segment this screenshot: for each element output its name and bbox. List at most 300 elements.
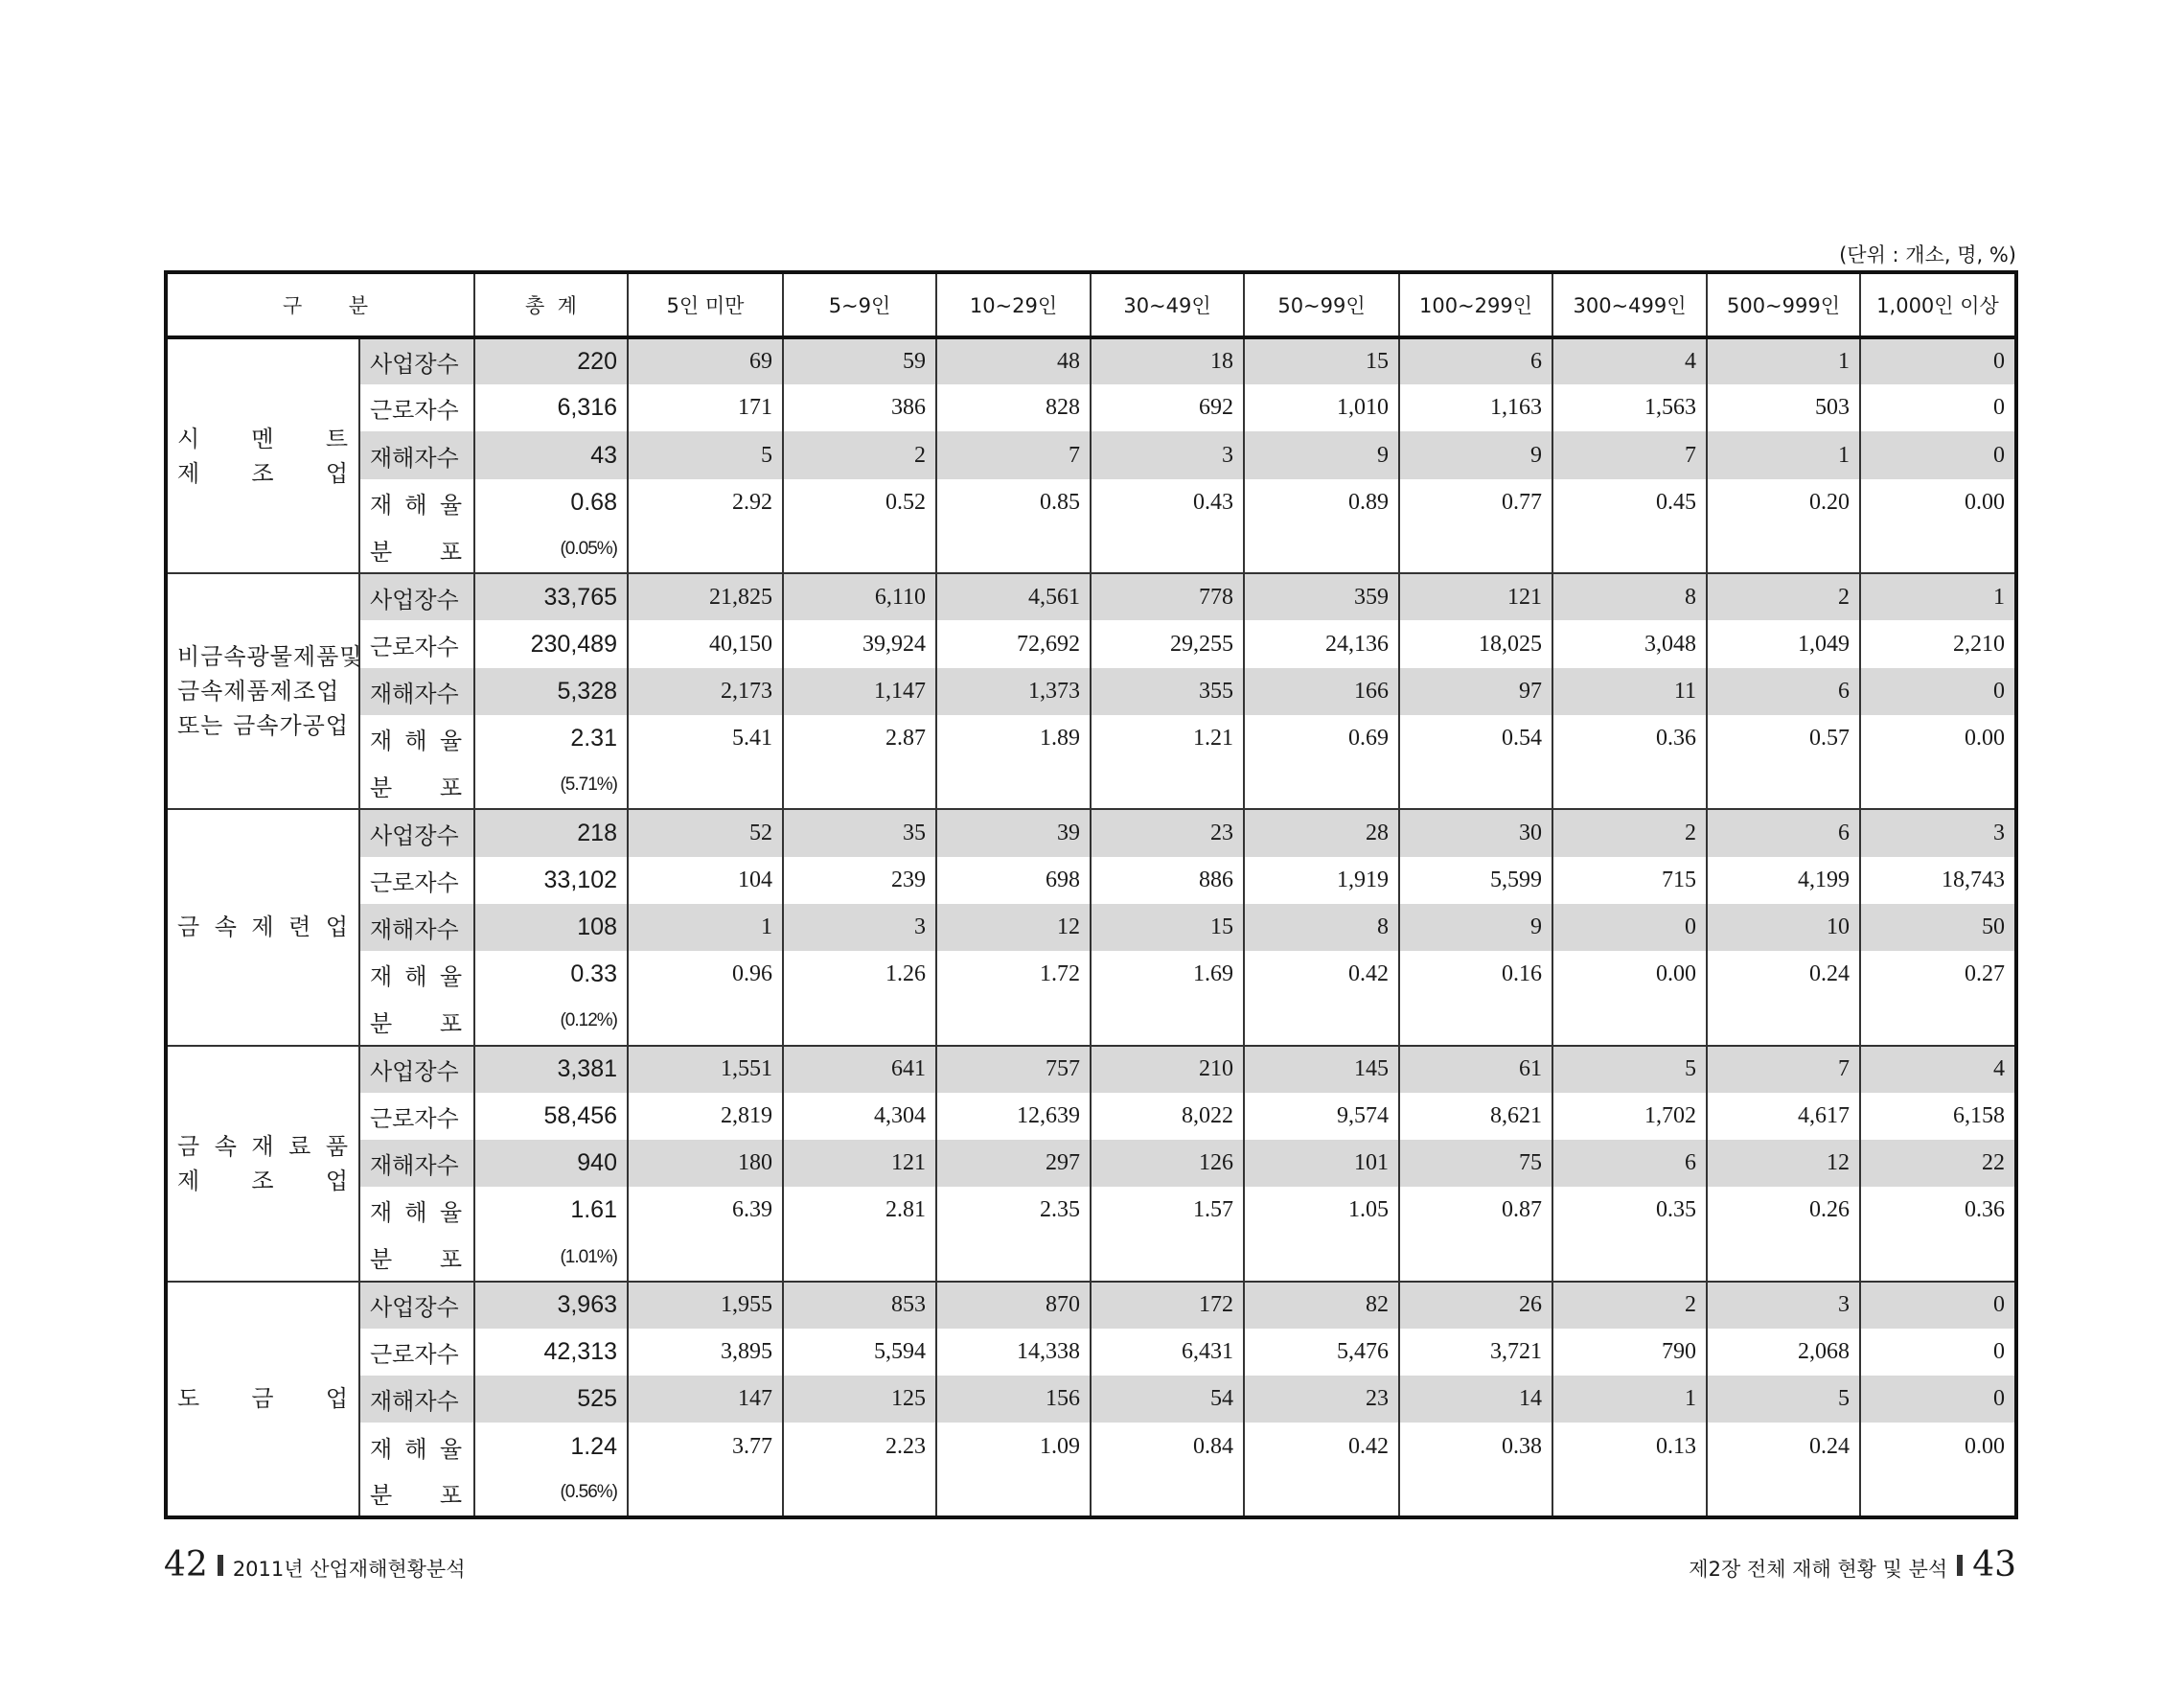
- total-cell: 2.31: [474, 715, 628, 762]
- value-cell: 6.39: [628, 1187, 783, 1234]
- row-label: [359, 384, 474, 431]
- value-cell: 828: [936, 384, 1091, 431]
- row-label-text: 근로자수: [370, 868, 459, 896]
- value-cell: [1860, 1234, 2016, 1281]
- value-cell: 101: [1244, 1140, 1399, 1187]
- statistics-table: [164, 270, 2018, 1519]
- value-cell: 0: [1552, 904, 1707, 951]
- value-cell: 0.24: [1707, 1423, 1860, 1469]
- value-cell: 2,819: [628, 1093, 783, 1140]
- value-cell: [1399, 1234, 1552, 1281]
- row-label: [359, 809, 474, 856]
- value-cell: [936, 998, 1091, 1045]
- value-cell: 2.35: [936, 1187, 1091, 1234]
- table-row: [166, 526, 2016, 573]
- value-cell: 692: [1091, 384, 1244, 431]
- value-cell: 297: [936, 1140, 1091, 1187]
- table-row: [166, 1282, 2016, 1329]
- value-cell: 12,639: [936, 1093, 1091, 1140]
- value-cell: 886: [1091, 857, 1244, 904]
- value-cell: 21,825: [628, 573, 783, 620]
- category-line: 금 속 제 련 업: [177, 914, 349, 941]
- value-cell: 6: [1399, 337, 1552, 384]
- value-cell: 6,431: [1091, 1329, 1244, 1376]
- value-cell: 6: [1707, 809, 1860, 856]
- value-cell: 4,617: [1707, 1093, 1860, 1140]
- value-cell: 0: [1860, 431, 2016, 478]
- row-label-text: 재해자수: [370, 680, 459, 707]
- value-cell: 1,373: [936, 668, 1091, 715]
- value-cell: 40,150: [628, 620, 783, 667]
- value-cell: 1,163: [1399, 384, 1552, 431]
- value-cell: [936, 1234, 1091, 1281]
- total-cell: 5,328: [474, 668, 628, 715]
- total-cell: 230,489: [474, 620, 628, 667]
- value-cell: 1: [1860, 573, 2016, 620]
- value-cell: 5.41: [628, 715, 783, 762]
- value-cell: 3: [1707, 1282, 1860, 1329]
- value-cell: 1,955: [628, 1282, 783, 1329]
- table-row: [166, 479, 2016, 526]
- value-cell: 180: [628, 1140, 783, 1187]
- value-cell: 15: [1091, 904, 1244, 951]
- category-name: [166, 337, 359, 573]
- right-page-number: 43: [1972, 1545, 2016, 1585]
- row-label: [359, 1187, 474, 1234]
- value-cell: 54: [1091, 1376, 1244, 1423]
- value-cell: [936, 1470, 1091, 1517]
- value-cell: 870: [936, 1282, 1091, 1329]
- value-cell: 210: [1091, 1046, 1244, 1093]
- value-cell: 28: [1244, 809, 1399, 856]
- category-name: [166, 809, 359, 1045]
- value-cell: 75: [1399, 1140, 1552, 1187]
- value-cell: 0: [1860, 668, 2016, 715]
- value-cell: 26: [1399, 1282, 1552, 1329]
- value-cell: 4: [1552, 337, 1707, 384]
- value-cell: 0: [1860, 384, 2016, 431]
- category-line: 시 멘 트: [177, 425, 349, 452]
- value-cell: [1552, 1470, 1707, 1517]
- value-cell: 0.77: [1399, 479, 1552, 526]
- value-cell: 853: [783, 1282, 936, 1329]
- value-cell: 5,599: [1399, 857, 1552, 904]
- value-cell: 355: [1091, 668, 1244, 715]
- value-cell: [1399, 526, 1552, 573]
- value-cell: [1707, 1470, 1860, 1517]
- value-cell: 1: [628, 904, 783, 951]
- value-cell: 11: [1552, 668, 1707, 715]
- value-cell: 3,048: [1552, 620, 1707, 667]
- row-label-text: 재 해 율: [370, 963, 462, 991]
- row-label: [359, 1423, 474, 1469]
- value-cell: [1399, 998, 1552, 1045]
- value-cell: 29,255: [1091, 620, 1244, 667]
- total-cell: 42,313: [474, 1329, 628, 1376]
- table-row: [166, 1470, 2016, 1517]
- value-cell: [1860, 1470, 2016, 1517]
- row-label-text: 분 포: [370, 538, 462, 566]
- value-cell: 18,025: [1399, 620, 1552, 667]
- footer-left: [164, 1545, 466, 1585]
- value-cell: [1091, 526, 1244, 573]
- table-row: [166, 809, 2016, 856]
- header-col: 30~49인: [1091, 272, 1244, 337]
- value-cell: 121: [1399, 573, 1552, 620]
- total-cell: (5.71%): [474, 762, 628, 809]
- left-page-number: 42: [164, 1545, 208, 1585]
- value-cell: 239: [783, 857, 936, 904]
- value-cell: 2: [783, 431, 936, 478]
- header-col: 500~999인: [1707, 272, 1860, 337]
- row-label-text: 사업장수: [370, 821, 459, 849]
- table-row: [166, 904, 2016, 951]
- value-cell: 790: [1552, 1329, 1707, 1376]
- value-cell: [783, 1470, 936, 1517]
- table-row: [166, 1329, 2016, 1376]
- value-cell: 2.81: [783, 1187, 936, 1234]
- value-cell: 6: [1552, 1140, 1707, 1187]
- total-cell: 525: [474, 1376, 628, 1423]
- total-cell: (0.05%): [474, 526, 628, 573]
- row-label: [359, 526, 474, 573]
- left-footer-title: 2011년 산업재해현황분석: [232, 1558, 466, 1581]
- value-cell: 5: [1707, 1376, 1860, 1423]
- header-category-char-2: 분: [348, 294, 368, 317]
- value-cell: 50: [1860, 904, 2016, 951]
- row-label: [359, 620, 474, 667]
- value-cell: 39: [936, 809, 1091, 856]
- value-cell: 0.69: [1244, 715, 1399, 762]
- value-cell: 386: [783, 384, 936, 431]
- header-col: 50~99인: [1244, 272, 1399, 337]
- value-cell: 503: [1707, 384, 1860, 431]
- value-cell: 0: [1860, 1376, 2016, 1423]
- footer-divider: [218, 1555, 223, 1576]
- value-cell: [1399, 1470, 1552, 1517]
- row-label: [359, 573, 474, 620]
- table-body: [166, 337, 2016, 1517]
- value-cell: 0.96: [628, 951, 783, 998]
- value-cell: [1244, 1470, 1399, 1517]
- total-cell: 108: [474, 904, 628, 951]
- value-cell: 1: [1552, 1376, 1707, 1423]
- row-label: [359, 1376, 474, 1423]
- value-cell: 24,136: [1244, 620, 1399, 667]
- value-cell: 12: [1707, 1140, 1860, 1187]
- value-cell: 0.00: [1860, 715, 2016, 762]
- category-line: 금 속 재 료 품: [177, 1132, 349, 1160]
- unit-note: (단위 : 개소, 명, %): [1839, 243, 2016, 266]
- table-row: [166, 573, 2016, 620]
- row-label-text: 재해자수: [370, 1388, 459, 1416]
- category-line: 비금속광물제품 및: [177, 643, 363, 671]
- value-cell: 8: [1244, 904, 1399, 951]
- value-cell: 61: [1399, 1046, 1552, 1093]
- value-cell: 0.42: [1244, 1423, 1399, 1469]
- row-label: [359, 479, 474, 526]
- value-cell: [628, 1470, 783, 1517]
- value-cell: [1244, 1234, 1399, 1281]
- value-cell: 4,304: [783, 1093, 936, 1140]
- value-cell: 2.87: [783, 715, 936, 762]
- value-cell: 1.89: [936, 715, 1091, 762]
- value-cell: [628, 526, 783, 573]
- value-cell: 1,919: [1244, 857, 1399, 904]
- value-cell: 166: [1244, 668, 1399, 715]
- value-cell: 30: [1399, 809, 1552, 856]
- value-cell: 126: [1091, 1140, 1244, 1187]
- value-cell: 7: [1707, 1046, 1860, 1093]
- row-label: [359, 1470, 474, 1517]
- value-cell: [1707, 762, 1860, 809]
- value-cell: 1.05: [1244, 1187, 1399, 1234]
- value-cell: 39,924: [783, 620, 936, 667]
- value-cell: 0.42: [1244, 951, 1399, 998]
- value-cell: 0.57: [1707, 715, 1860, 762]
- table-row: [166, 384, 2016, 431]
- value-cell: 48: [936, 337, 1091, 384]
- value-cell: 69: [628, 337, 783, 384]
- row-label-text: 재 해 율: [370, 491, 462, 519]
- value-cell: 5,476: [1244, 1329, 1399, 1376]
- value-cell: [628, 998, 783, 1045]
- value-cell: [1707, 1234, 1860, 1281]
- header-total: 총 계: [474, 272, 628, 337]
- value-cell: [1552, 1234, 1707, 1281]
- header-col: 100~299인: [1399, 272, 1552, 337]
- value-cell: 59: [783, 337, 936, 384]
- value-cell: 4,561: [936, 573, 1091, 620]
- value-cell: 1,563: [1552, 384, 1707, 431]
- category-line: 제 조 업: [177, 459, 349, 487]
- header-category-char-1: 구: [283, 294, 303, 317]
- value-cell: 0.54: [1399, 715, 1552, 762]
- value-cell: 1,147: [783, 668, 936, 715]
- value-cell: 10: [1707, 904, 1860, 951]
- table-row: [166, 620, 2016, 667]
- value-cell: 0.35: [1552, 1187, 1707, 1234]
- table-row: [166, 1046, 2016, 1093]
- header-row: [166, 272, 2016, 337]
- table-row: [166, 1093, 2016, 1140]
- value-cell: 8: [1552, 573, 1707, 620]
- value-cell: 1: [1707, 337, 1860, 384]
- value-cell: 1,551: [628, 1046, 783, 1093]
- value-cell: 6: [1707, 668, 1860, 715]
- row-label: [359, 337, 474, 384]
- category-line: 도 금 업: [177, 1385, 349, 1413]
- row-label-text: 분 포: [370, 774, 462, 801]
- header-col: 10~29인: [936, 272, 1091, 337]
- value-cell: 7: [936, 431, 1091, 478]
- value-cell: 5: [1552, 1046, 1707, 1093]
- value-cell: 0.45: [1552, 479, 1707, 526]
- row-label: [359, 1282, 474, 1329]
- total-cell: 6,316: [474, 384, 628, 431]
- value-cell: 0.87: [1399, 1187, 1552, 1234]
- total-cell: (1.01%): [474, 1234, 628, 1281]
- row-label-text: 사업장수: [370, 1294, 459, 1322]
- value-cell: 2.92: [628, 479, 783, 526]
- value-cell: [1399, 762, 1552, 809]
- header-col: 1,000인 이상: [1860, 272, 2016, 337]
- total-cell: 0.33: [474, 951, 628, 998]
- value-cell: 0.89: [1244, 479, 1399, 526]
- row-label-text: 근로자수: [370, 1104, 459, 1132]
- value-cell: 3,721: [1399, 1329, 1552, 1376]
- table-row: [166, 337, 2016, 384]
- value-cell: 6,110: [783, 573, 936, 620]
- value-cell: 9,574: [1244, 1093, 1399, 1140]
- value-cell: [1244, 762, 1399, 809]
- value-cell: 0.36: [1552, 715, 1707, 762]
- category-line: 또는 금속가공업: [177, 712, 349, 740]
- value-cell: 14,338: [936, 1329, 1091, 1376]
- value-cell: 4,199: [1707, 857, 1860, 904]
- value-cell: 104: [628, 857, 783, 904]
- total-cell: 1.61: [474, 1187, 628, 1234]
- header-category: [166, 272, 474, 337]
- value-cell: 121: [783, 1140, 936, 1187]
- value-cell: [936, 762, 1091, 809]
- value-cell: 172: [1091, 1282, 1244, 1329]
- value-cell: [783, 526, 936, 573]
- value-cell: 18: [1091, 337, 1244, 384]
- total-cell: 33,102: [474, 857, 628, 904]
- row-label-text: 분 포: [370, 1009, 462, 1037]
- value-cell: 8,022: [1091, 1093, 1244, 1140]
- value-cell: 2,173: [628, 668, 783, 715]
- table-row: [166, 1140, 2016, 1187]
- value-cell: 9: [1399, 431, 1552, 478]
- total-cell: 33,765: [474, 573, 628, 620]
- category-name: [166, 1046, 359, 1282]
- table-row: [166, 1423, 2016, 1469]
- value-cell: 3: [1091, 431, 1244, 478]
- row-label-text: 사업장수: [370, 1058, 459, 1086]
- row-label-text: 재 해 율: [370, 727, 462, 754]
- value-cell: [1091, 998, 1244, 1045]
- footer-divider: [1957, 1555, 1963, 1576]
- value-cell: 5: [628, 431, 783, 478]
- value-cell: 18,743: [1860, 857, 2016, 904]
- value-cell: 0.13: [1552, 1423, 1707, 1469]
- total-cell: (0.56%): [474, 1470, 628, 1517]
- value-cell: [783, 762, 936, 809]
- value-cell: 97: [1399, 668, 1552, 715]
- value-cell: 0.00: [1552, 951, 1707, 998]
- table-row: [166, 998, 2016, 1045]
- value-cell: [628, 1234, 783, 1281]
- value-cell: 715: [1552, 857, 1707, 904]
- row-label-text: 분 포: [370, 1246, 462, 1274]
- total-cell: 0.68: [474, 479, 628, 526]
- value-cell: 0.52: [783, 479, 936, 526]
- value-cell: 0.24: [1707, 951, 1860, 998]
- row-label: [359, 857, 474, 904]
- value-cell: 2: [1707, 573, 1860, 620]
- value-cell: [1552, 526, 1707, 573]
- right-footer-title: 제2장 전체 재해 현황 및 분석: [1689, 1558, 1948, 1581]
- row-label: [359, 715, 474, 762]
- value-cell: 698: [936, 857, 1091, 904]
- value-cell: 0.36: [1860, 1187, 2016, 1234]
- value-cell: 1.69: [1091, 951, 1244, 998]
- value-cell: 641: [783, 1046, 936, 1093]
- value-cell: 82: [1244, 1282, 1399, 1329]
- row-label: [359, 1140, 474, 1187]
- value-cell: 0.00: [1860, 479, 2016, 526]
- value-cell: [1707, 526, 1860, 573]
- value-cell: [936, 526, 1091, 573]
- row-label: [359, 668, 474, 715]
- value-cell: [1860, 762, 2016, 809]
- value-cell: 0.26: [1707, 1187, 1860, 1234]
- row-label-text: 재해자수: [370, 1152, 459, 1180]
- value-cell: 1.21: [1091, 715, 1244, 762]
- value-cell: 0.38: [1399, 1423, 1552, 1469]
- value-cell: 0.16: [1399, 951, 1552, 998]
- table-row: [166, 1234, 2016, 1281]
- value-cell: 2: [1552, 809, 1707, 856]
- table-row: [166, 1187, 2016, 1234]
- value-cell: [1552, 998, 1707, 1045]
- value-cell: 147: [628, 1376, 783, 1423]
- table-row: [166, 1376, 2016, 1423]
- table-row: [166, 715, 2016, 762]
- row-label-text: 사업장수: [370, 351, 459, 379]
- row-label-text: 분 포: [370, 1481, 462, 1509]
- value-cell: 8,621: [1399, 1093, 1552, 1140]
- value-cell: 0.20: [1707, 479, 1860, 526]
- row-label: [359, 904, 474, 951]
- value-cell: 5,594: [783, 1329, 936, 1376]
- value-cell: 3: [1860, 809, 2016, 856]
- total-cell: 43: [474, 431, 628, 478]
- total-cell: 1.24: [474, 1423, 628, 1469]
- value-cell: 14: [1399, 1376, 1552, 1423]
- value-cell: 12: [936, 904, 1091, 951]
- total-cell: 218: [474, 809, 628, 856]
- value-cell: 171: [628, 384, 783, 431]
- value-cell: 72,692: [936, 620, 1091, 667]
- value-cell: 23: [1091, 809, 1244, 856]
- value-cell: [1707, 998, 1860, 1045]
- value-cell: [1244, 998, 1399, 1045]
- total-cell: 58,456: [474, 1093, 628, 1140]
- row-label: [359, 951, 474, 998]
- value-cell: [1091, 762, 1244, 809]
- row-label: [359, 762, 474, 809]
- row-label: [359, 1234, 474, 1281]
- value-cell: 125: [783, 1376, 936, 1423]
- value-cell: 156: [936, 1376, 1091, 1423]
- row-label-text: 근로자수: [370, 633, 459, 660]
- value-cell: 23: [1244, 1376, 1399, 1423]
- value-cell: [1860, 526, 2016, 573]
- value-cell: 3: [783, 904, 936, 951]
- value-cell: 778: [1091, 573, 1244, 620]
- value-cell: [1091, 1234, 1244, 1281]
- row-label: [359, 1329, 474, 1376]
- value-cell: 0: [1860, 1329, 2016, 1376]
- header-col: 5인 미만: [628, 272, 783, 337]
- value-cell: 757: [936, 1046, 1091, 1093]
- value-cell: [1552, 762, 1707, 809]
- row-label-text: 재 해 율: [370, 1435, 462, 1463]
- header-col: 300~499인: [1552, 272, 1707, 337]
